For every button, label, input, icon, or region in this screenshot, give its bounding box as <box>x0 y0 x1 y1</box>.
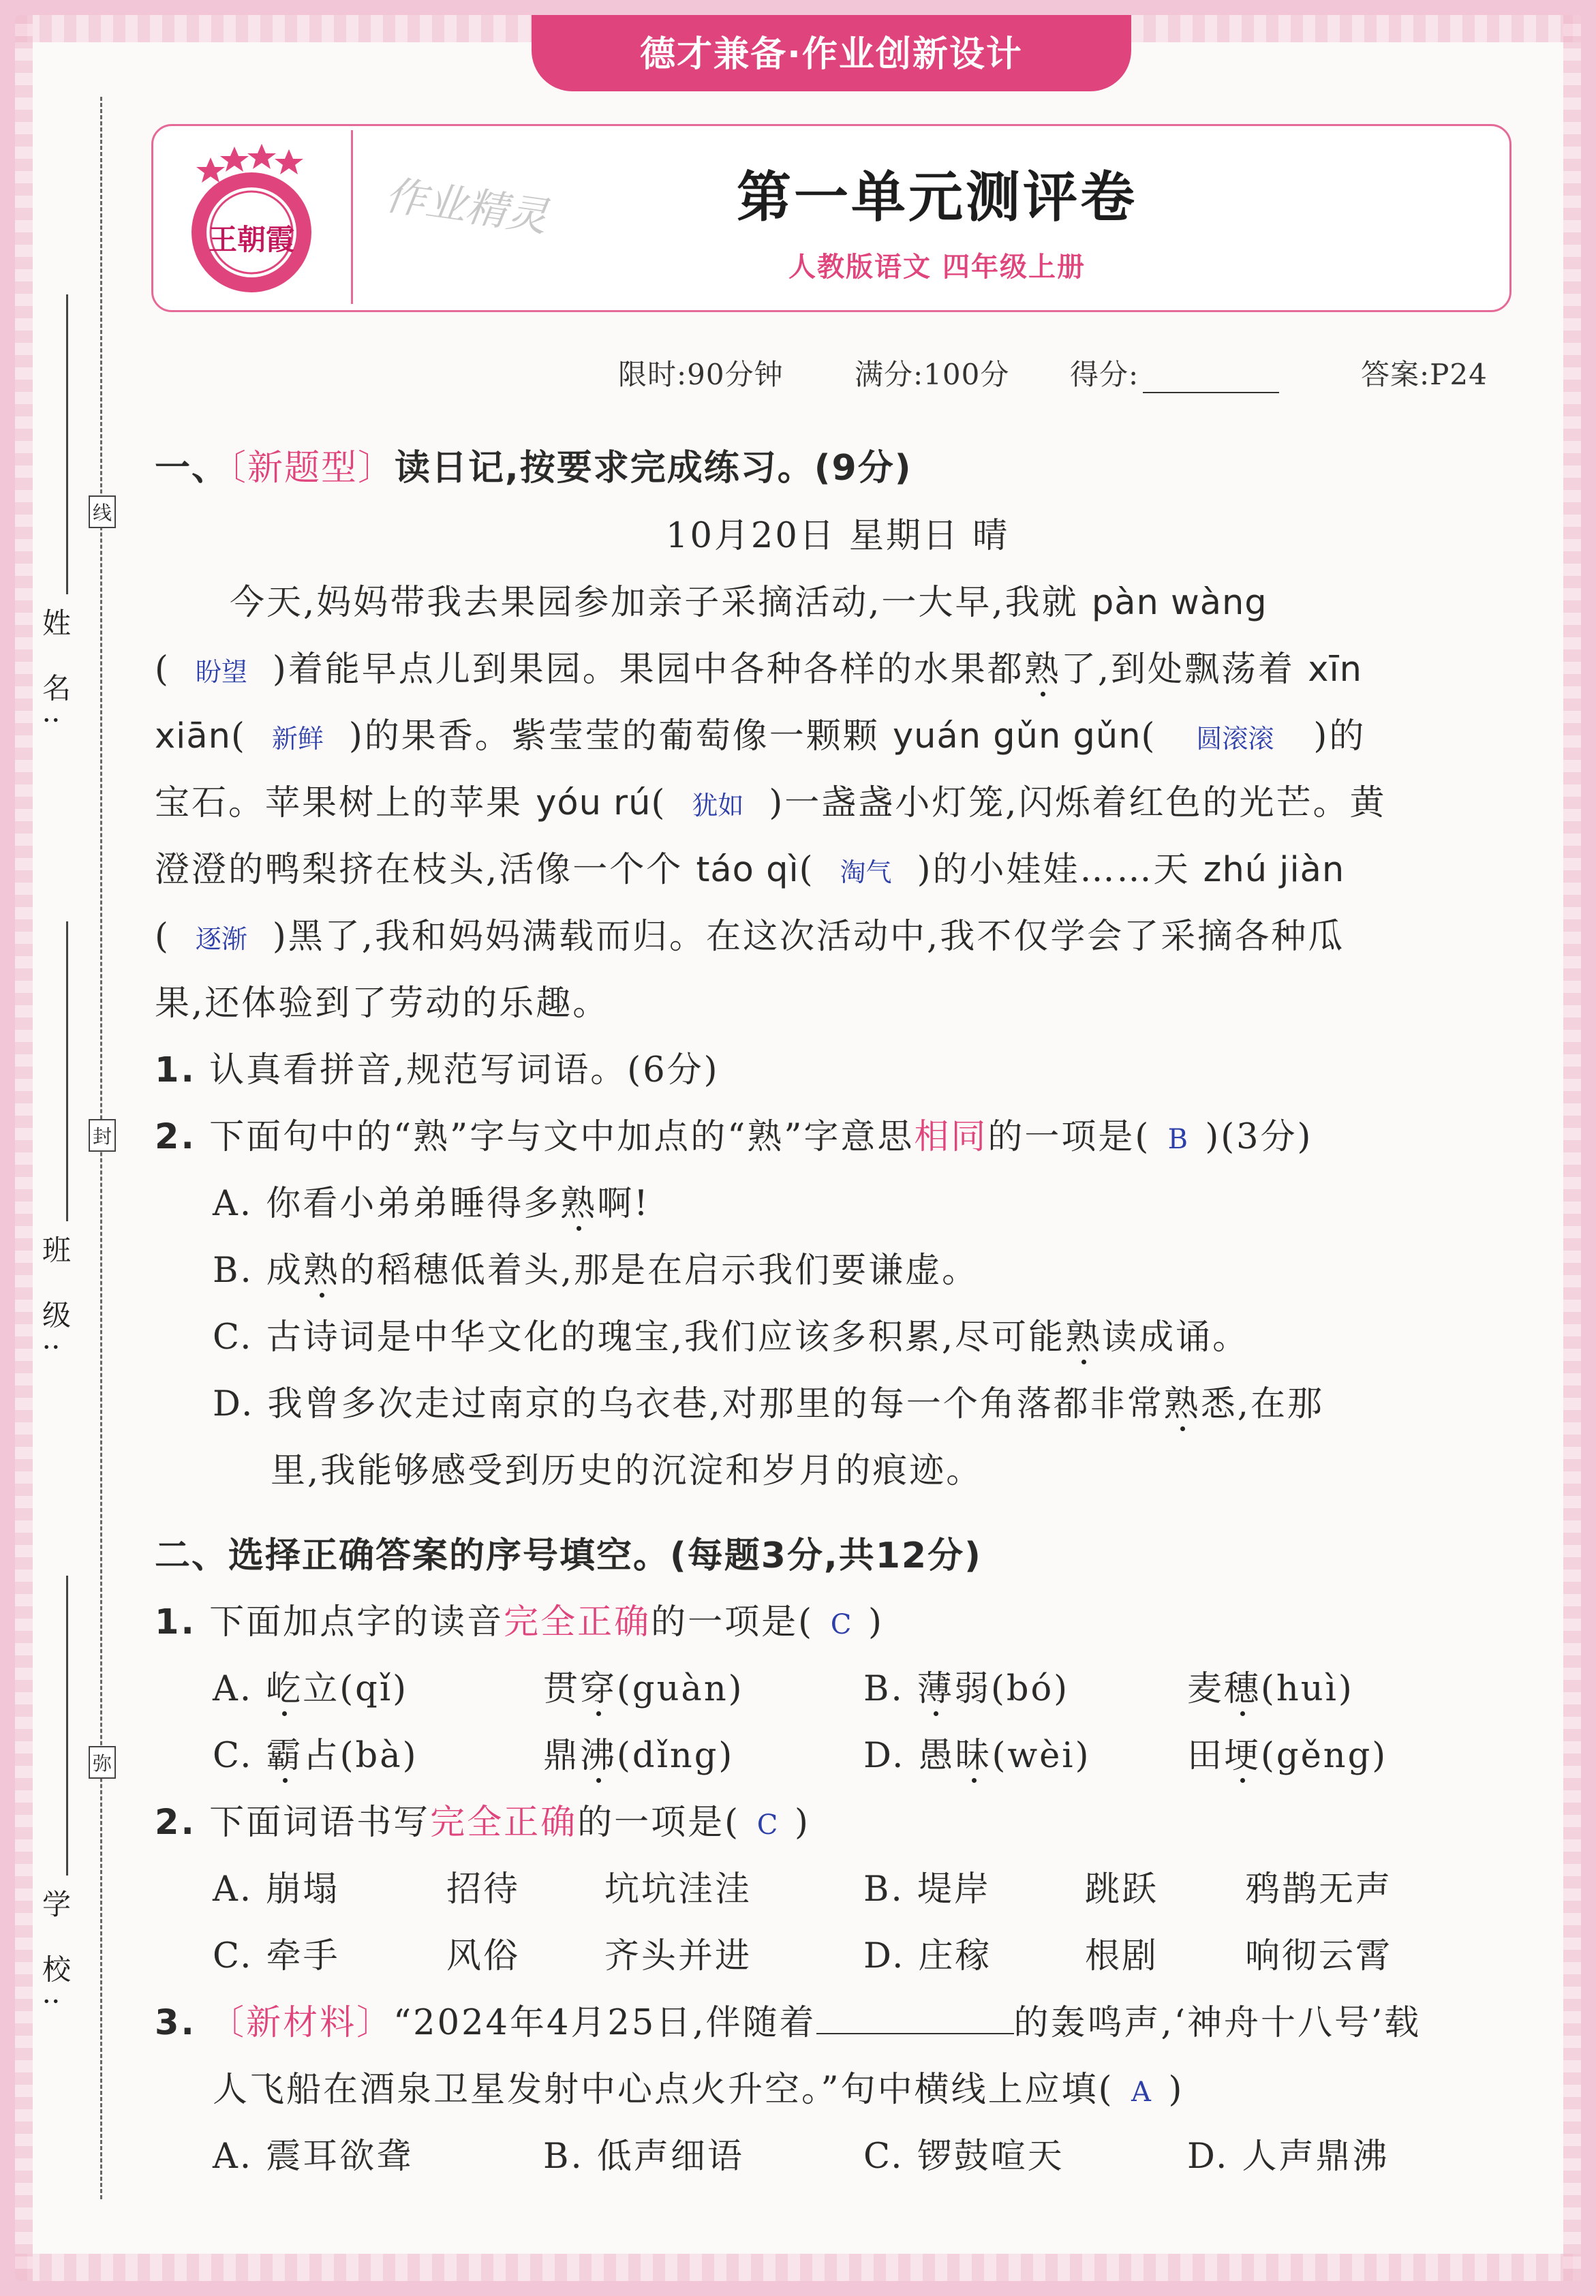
s2-q1-row-2 <box>213 1727 418 1777</box>
option-text: 啊! <box>597 1184 650 1224</box>
s2-question-3 <box>155 1994 1421 2045</box>
page-subtitle: 人教版语文 四年级上册 <box>788 251 1086 283</box>
option-text: (dǐng) <box>617 1736 735 1776</box>
answer-blank-3[interactable]: 圆滚滚 <box>1196 724 1274 754</box>
class-blank[interactable] <box>66 921 68 1221</box>
s2-q2-word: 跳跃 <box>1085 1869 1159 1910</box>
question-tag: 〔新材料〕 <box>209 2003 394 2043</box>
s1-q2-option-c <box>213 1308 1249 1359</box>
question-number: 2. <box>155 1803 196 1843</box>
diary-text: )的小娃娃……天 <box>917 850 1203 890</box>
s2-q1-row-2-d1 <box>863 1727 1091 1777</box>
dotted-char: 昧 <box>955 1736 992 1776</box>
name-label: 姓 名: <box>38 608 72 739</box>
option-text: 愚 <box>918 1736 955 1776</box>
diary-line-5 <box>155 841 1345 891</box>
answer-blank-5[interactable]: 淘气 <box>840 857 892 887</box>
question-text: 人飞船在酒泉卫星发射中心点火升空。”句中横线上应填( <box>213 2070 1114 2110</box>
option-text: 田 <box>1187 1736 1225 1776</box>
s2-q3-option: B. 低声细语 <box>543 2137 744 2177</box>
s2-question-1 <box>155 1593 884 1644</box>
dotted-char: 穗 <box>1224 1669 1261 1709</box>
s2-q3-option: C. 锣鼓喧天 <box>863 2137 1064 2177</box>
diary-text: 宝石。苹果树上的苹果 <box>155 783 536 823</box>
header-divider <box>351 130 353 304</box>
option-text: (guàn) <box>617 1669 744 1709</box>
s2-q2-word: C. 牵手 <box>213 1936 340 1976</box>
diary-date: 10月20日 星期日 晴 <box>666 516 1010 556</box>
name-blank[interactable] <box>66 294 68 594</box>
option-text: 读成诵。 <box>1102 1317 1250 1358</box>
decorative-border-right <box>1563 15 1581 2281</box>
highlight-text: 完全正确 <box>504 1602 651 1642</box>
pinyin: xiān <box>155 716 231 756</box>
class-label: 班 级: <box>38 1235 72 1366</box>
option-text: 鼎 <box>543 1736 581 1776</box>
section1-number: 一、 <box>155 448 229 489</box>
decorative-border-bottom <box>15 2254 1581 2281</box>
paren: ( <box>155 649 170 690</box>
question-text: ) <box>868 1602 884 1642</box>
question-text: ) <box>1168 2070 1184 2110</box>
score-field <box>1070 352 1279 393</box>
brand-logo <box>170 137 333 298</box>
s2-q2-word: D. 庄稼 <box>863 1936 992 1976</box>
answer-blank-choice[interactable]: A <box>1131 2077 1151 2108</box>
answer-blank-2[interactable]: 新鲜 <box>271 724 324 754</box>
s2-q1-row-1-b2 <box>1187 1660 1354 1711</box>
diary-text: 今天,妈妈带我去果园参加亲子采摘活动,一大早,我就 <box>230 583 1092 623</box>
series-banner: 德才兼备·作业创新设计 <box>532 15 1131 91</box>
question-text: “2024年4月25日,伴随着 <box>393 2003 816 2043</box>
option-text: (gěng) <box>1261 1736 1388 1776</box>
option-text: (wèi) <box>992 1736 1091 1776</box>
diary-line-3 <box>155 707 1366 758</box>
dotted-char: 熟 <box>303 1251 340 1291</box>
question-number: 3. <box>155 2003 196 2043</box>
s2-q2-word: A. 崩塌 <box>213 1869 340 1910</box>
s2-q2-word: 坑坑洼洼 <box>604 1869 752 1910</box>
diary-line-6 <box>155 908 1345 958</box>
s2-q2-word: 鸦鹊无声 <box>1245 1869 1393 1910</box>
binding-tag-feng: 封 <box>89 1119 116 1152</box>
option-text: 占(bà) <box>303 1736 418 1776</box>
s2-q1-row-1-a2 <box>543 1660 744 1711</box>
s2-q2-word: 响彻云霄 <box>1245 1936 1393 1976</box>
pinyin: pàn wàng <box>1091 583 1268 623</box>
option-text: C. 古诗词是中华文化的瑰宝,我们应该多积累,尽可能 <box>213 1317 1066 1358</box>
page-title: 第一单元测评卷 <box>737 166 1137 229</box>
s2-q2-word: 根剧 <box>1085 1936 1159 1976</box>
dotted-char: 霸 <box>266 1736 303 1776</box>
answer-blank-choice[interactable]: B <box>1167 1124 1188 1155</box>
pinyin: zhú jiàn <box>1203 850 1345 890</box>
diary-text: )一盏盏小灯笼,闪烁着红色的光芒。黄 <box>769 783 1387 823</box>
s2-question-2 <box>155 1794 810 1844</box>
section1-title: 读日记,按要求完成练习。(9分) <box>395 448 912 489</box>
s2-q2-word: 齐头并进 <box>604 1936 752 1976</box>
option-text: 贯 <box>543 1669 581 1709</box>
s2-q3-option: D. 人声鼎沸 <box>1187 2137 1390 2177</box>
s2-q1-row-1 <box>213 1660 408 1711</box>
s2-q2-word: 风俗 <box>446 1936 521 1976</box>
question-text: 的一项是( <box>987 1117 1151 1157</box>
s1-q2-option-a <box>213 1175 650 1225</box>
dotted-char: 屹 <box>266 1669 303 1709</box>
diary-text: )着能早点儿到果园。果园中各种各样的水果都 <box>272 649 1024 690</box>
full-score: 满分:100分 <box>855 358 1010 391</box>
question-text: )(3分) <box>1205 1117 1313 1157</box>
exam-page <box>15 15 1581 2281</box>
s2-q1-row-1-b1 <box>863 1660 1069 1711</box>
pinyin: yóu rú <box>536 783 651 823</box>
diary-text: )黑了,我和妈妈满载而归。在这次活动中,我不仅学会了采摘各种瓜 <box>272 917 1345 957</box>
dotted-char: 熟 <box>1163 1384 1201 1424</box>
diary-text: 了,到处飘荡着 <box>1060 649 1308 690</box>
school-blank[interactable] <box>66 1576 68 1876</box>
question-text: 的一项是( <box>577 1803 741 1843</box>
diary-line-2 <box>155 641 1362 691</box>
paren: ( <box>651 783 667 823</box>
option-label: B. <box>863 1669 904 1709</box>
option-text: 麦 <box>1187 1669 1225 1709</box>
question-text: ) <box>795 1803 810 1843</box>
s1-question-2 <box>155 1108 1313 1159</box>
answer-blank-6[interactable]: 逐渐 <box>195 924 247 954</box>
score-label: 得分: <box>1070 358 1139 391</box>
pinyin: xīn <box>1308 649 1362 690</box>
s1-q2-option-d-cont: 里,我能够感受到历史的沉淀和岁月的痕迹。 <box>271 1451 983 1491</box>
option-label: C. <box>213 1736 254 1776</box>
dotted-char: 熟 <box>560 1184 598 1224</box>
question-number: 1. <box>155 1602 196 1642</box>
s2-q2-word: B. 堤岸 <box>863 1869 991 1910</box>
question-text: 的一项是( <box>651 1602 814 1642</box>
fill-blank-line[interactable] <box>816 2006 1014 2034</box>
highlight-text: 相同 <box>914 1117 988 1157</box>
option-text: B. 成 <box>213 1251 303 1291</box>
answer-blank-choice[interactable]: C <box>756 1809 778 1841</box>
paren: ( <box>799 850 815 890</box>
diary-line-1 <box>230 574 1268 624</box>
option-label: A. <box>213 1669 254 1709</box>
section1-heading <box>155 439 912 490</box>
brand-name: 王朝霞 <box>208 223 294 256</box>
diary-line-4 <box>155 774 1386 825</box>
binding-tag-xian: 线 <box>89 495 116 528</box>
s2-q1-row-2-d2 <box>1187 1727 1387 1777</box>
dotted-char: 沸 <box>580 1736 617 1776</box>
school-label: 学 校: <box>38 1889 72 2020</box>
s1-q2-option-b <box>213 1242 979 1292</box>
watermark: 作业精灵 <box>382 171 551 242</box>
s1-q2-option-d <box>213 1375 1324 1426</box>
s2-question-3-cont <box>213 2061 1184 2111</box>
section2-heading: 二、选择正确答案的序号填空。(每题3分,共12分) <box>155 1535 982 1576</box>
question-text: 下面句中的“熟”字与文中加点的“熟”字意思 <box>209 1117 915 1157</box>
diary-text: 澄澄的鸭梨挤在枝头,活像一个个 <box>155 850 696 890</box>
pinyin: yuán gǔn gǔn <box>892 716 1141 756</box>
answer-blank-choice[interactable]: C <box>830 1609 852 1640</box>
question-text: 认真看拼音,规范写词语。(6分) <box>209 1050 720 1090</box>
dotted-char: 穿 <box>580 1669 617 1709</box>
option-text: 弱(bó) <box>953 1669 1070 1709</box>
binding-tag-mi: 弥 <box>89 1746 116 1779</box>
question-text: 的轰鸣声,‘神舟十八号’载 <box>1013 2003 1422 2043</box>
diary-text: )的果香。紫莹莹的葡萄像一颗颗 <box>348 716 893 756</box>
diary-line-7: 果,还体验到了劳动的乐趣。 <box>155 983 610 1024</box>
diary-text: )的 <box>1313 716 1366 756</box>
dotted-char: 熟 <box>1024 649 1061 690</box>
answer-blank-4[interactable]: 犹如 <box>692 791 744 821</box>
s2-q3-option: A. 震耳欲聋 <box>213 2137 414 2177</box>
question-text: 下面词语书写 <box>209 1803 431 1843</box>
dotted-char: 埂 <box>1224 1736 1261 1776</box>
paren: ( <box>230 716 247 756</box>
answer-page: 答案:P24 <box>1361 358 1488 391</box>
option-text: D. 我曾多次走过南京的乌衣巷,对那里的每一个角落都非常 <box>213 1384 1164 1424</box>
question-number: 2. <box>155 1117 196 1157</box>
score-blank[interactable] <box>1143 366 1279 393</box>
option-text: 悉,在那 <box>1200 1384 1324 1424</box>
pinyin: táo qì <box>696 850 799 890</box>
paren: ( <box>155 917 170 957</box>
s1-question-1 <box>155 1041 720 1092</box>
question-number: 1. <box>155 1050 196 1090</box>
paren: ( <box>1141 716 1157 756</box>
option-text: (huì) <box>1261 1669 1354 1709</box>
answer-blank-1[interactable]: 盼望 <box>195 657 247 687</box>
decorative-border-left <box>15 15 33 2281</box>
option-text: A. 你看小弟弟睡得多 <box>213 1184 561 1224</box>
time-limit: 限时:90分钟 <box>618 358 784 391</box>
dotted-char: 熟 <box>1065 1317 1103 1358</box>
s2-q1-row-2-c2 <box>543 1727 734 1777</box>
option-text: 的稻穗低着头,那是在启示我们要谦虚。 <box>339 1251 979 1291</box>
option-text: 立(qǐ) <box>303 1669 409 1709</box>
question-text: 下面加点字的读音 <box>209 1602 504 1642</box>
dotted-char: 薄 <box>917 1669 954 1709</box>
option-label: D. <box>863 1736 906 1776</box>
s2-q2-word: 招待 <box>446 1869 521 1910</box>
highlight-text: 完全正确 <box>430 1803 578 1843</box>
section1-tag: 〔新题型〕 <box>228 448 395 489</box>
header-box <box>151 124 1511 312</box>
